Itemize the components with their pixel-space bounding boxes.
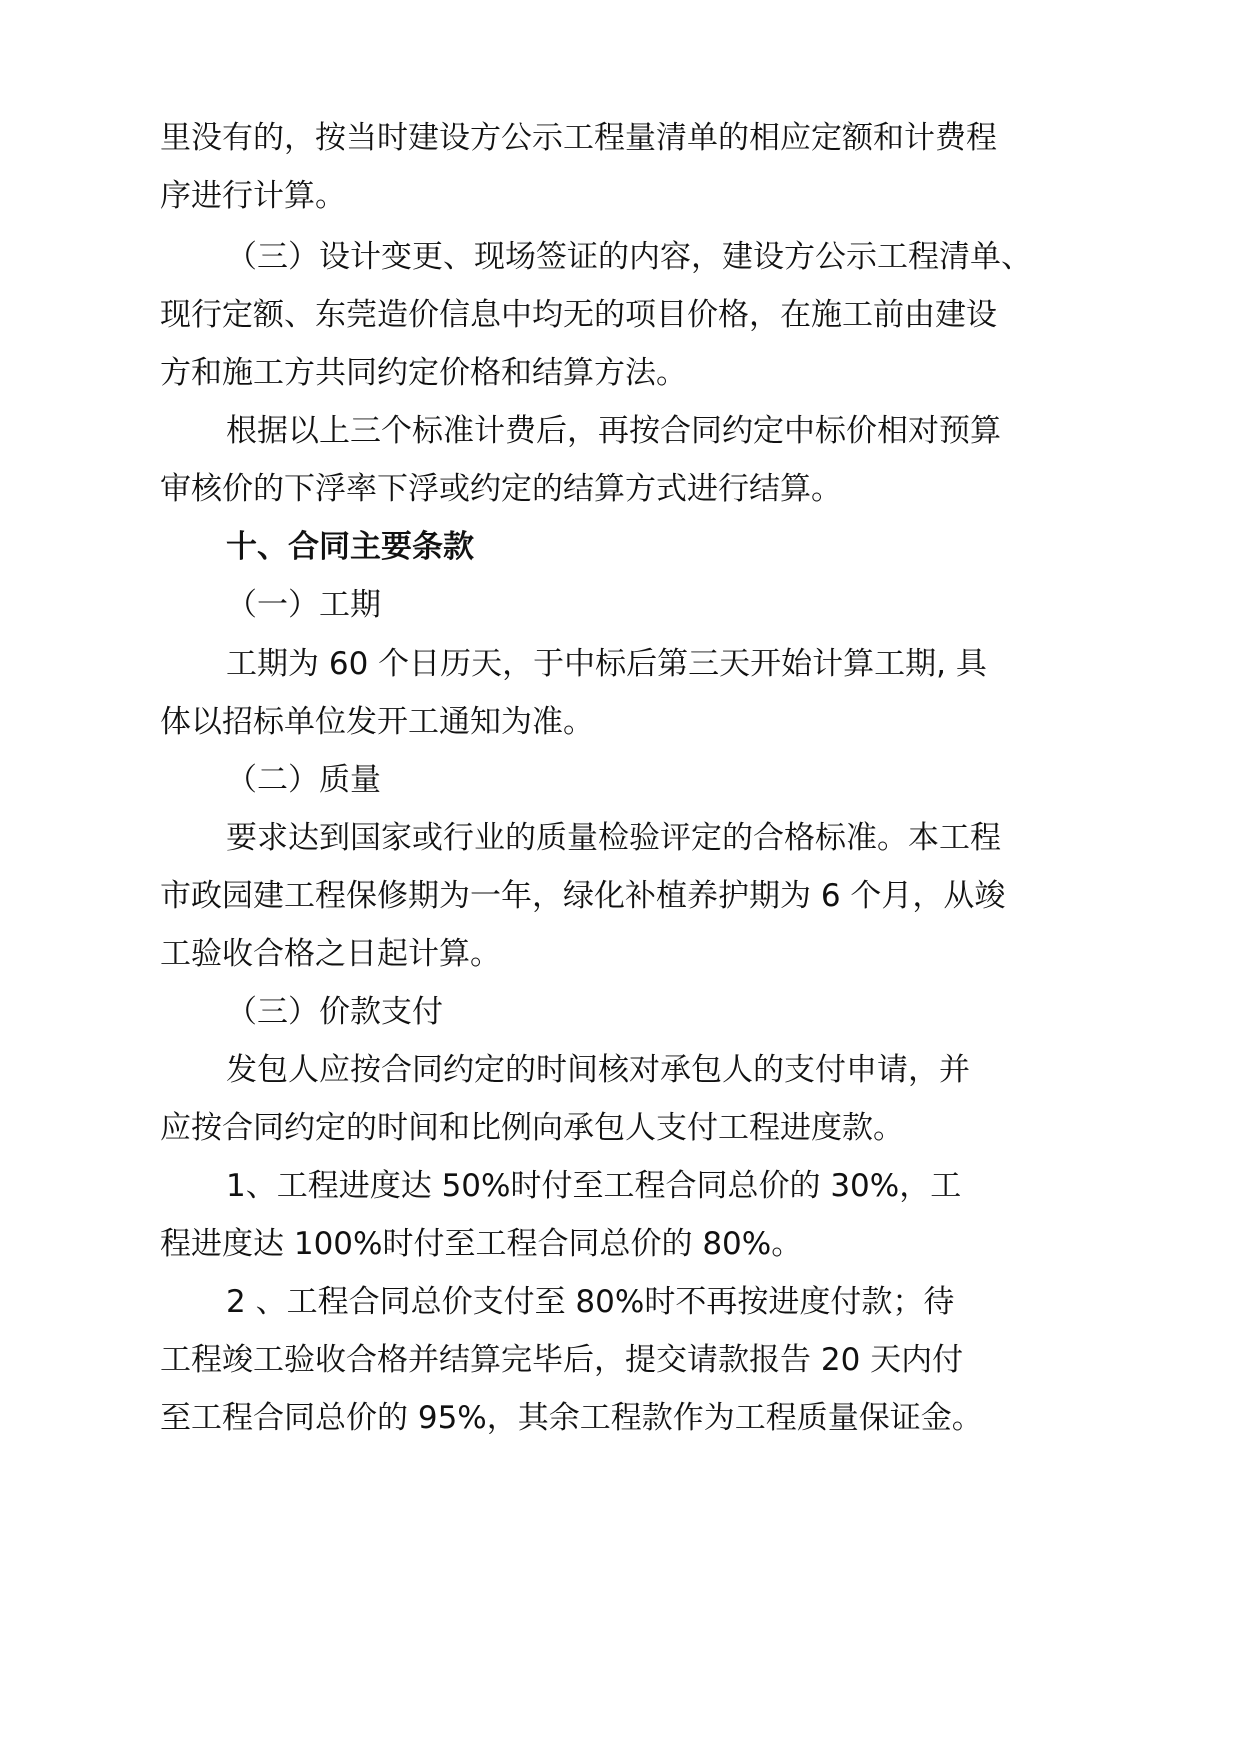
text-line: 发包人应按合同约定的时间核对承包人的支付申请，并 [226, 1052, 970, 1088]
text-line: 要求达到国家或行业的质量检验评定的合格标准。本工程 [226, 820, 1001, 856]
text-line: 方和施工方共同约定价格和结算方法。 [160, 355, 687, 391]
text-line: 市政园建工程保修期为一年，绿化补植养护期为 6 个月，从竣 [160, 878, 1006, 914]
text-line: （三）设计变更、现场签证的内容，建设方公示工程清单、 [226, 239, 1032, 275]
text-line: 序进行计算。 [160, 178, 346, 214]
subsection-heading: （二）质量 [226, 762, 381, 798]
list-item-line: 工程竣工验收合格并结算完毕后，提交请款报告 20 天内付 [160, 1342, 964, 1378]
text-line: 工期为 60 个日历天，于中标后第三天开始计算工期, 具 [226, 646, 987, 682]
text-line: 审核价的下浮率下浮或约定的结算方式进行结算。 [160, 471, 842, 507]
list-item-line: 至工程合同总价的 95%，其余工程款作为工程质量保证金。 [160, 1400, 983, 1436]
subsection-heading: （一）工期 [226, 587, 381, 623]
text-line: 现行定额、东莞造价信息中均无的项目价格，在施工前由建设 [160, 297, 997, 333]
text-line: 根据以上三个标准计费后，再按合同约定中标价相对预算 [226, 413, 1001, 449]
section-heading: 十、合同主要条款 [226, 529, 474, 565]
subsection-heading: （三）价款支付 [226, 994, 443, 1030]
list-item-line: 程进度达 100%时付至工程合同总价的 80%。 [160, 1226, 803, 1262]
text-line: 体以招标单位发开工通知为准。 [160, 704, 594, 740]
list-item-line: 1、工程进度达 50%时付至工程合同总价的 30%，工 [226, 1168, 962, 1204]
list-item-line: 2 、工程合同总价支付至 80%时不再按进度付款；待 [226, 1284, 955, 1320]
text-line: 应按合同约定的时间和比例向承包人支付工程进度款。 [160, 1110, 904, 1146]
text-line: 里没有的，按当时建设方公示工程量清单的相应定额和计费程 [160, 120, 997, 156]
text-line: 工验收合格之日起计算。 [160, 936, 501, 972]
